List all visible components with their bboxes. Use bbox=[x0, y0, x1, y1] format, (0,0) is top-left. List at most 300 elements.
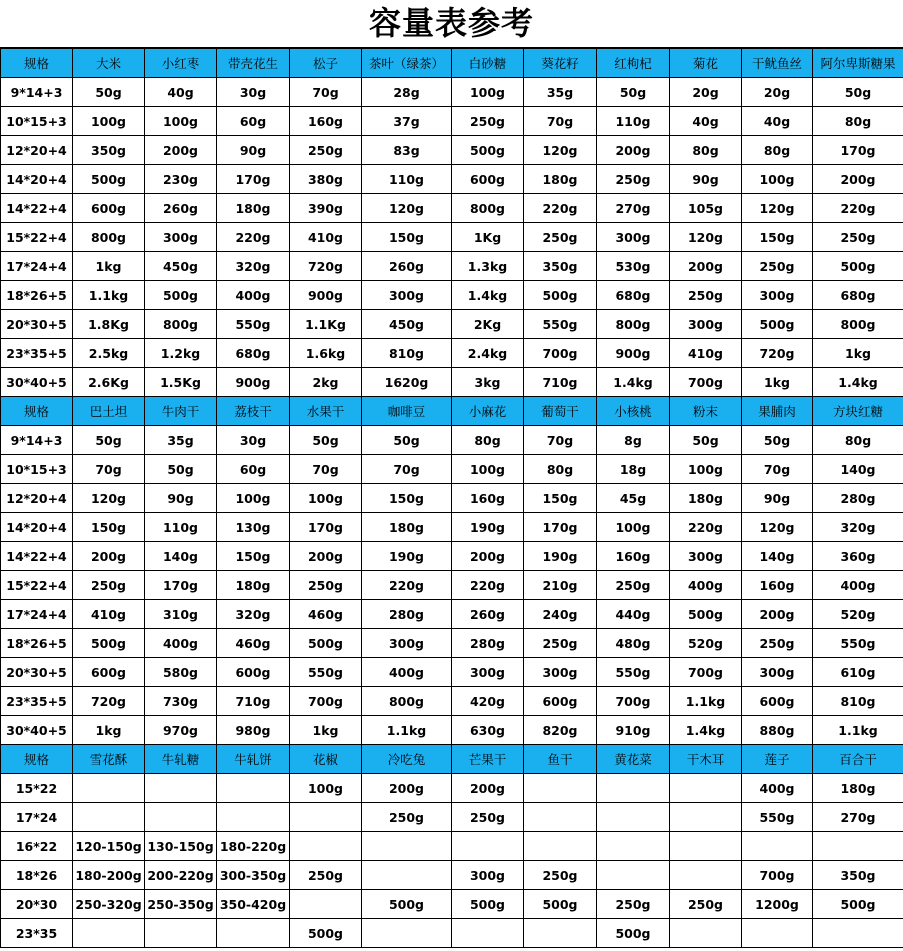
capacity-cell bbox=[597, 861, 670, 890]
table-row bbox=[1, 107, 903, 136]
capacity-cell: 210g bbox=[524, 571, 597, 600]
product-header-cell: 带壳花生 bbox=[217, 49, 290, 78]
capacity-cell bbox=[597, 803, 670, 832]
capacity-cell: 150g bbox=[73, 513, 145, 542]
capacity-cell: 910g bbox=[597, 716, 670, 745]
capacity-cell: 250g bbox=[452, 803, 524, 832]
spec-cell: 30*40+5 bbox=[1, 368, 73, 397]
spec-cell: 18*26+5 bbox=[1, 629, 73, 658]
capacity-cell: 520g bbox=[670, 629, 742, 658]
capacity-cell: 250-350g bbox=[145, 890, 217, 919]
table-row bbox=[1, 571, 903, 600]
spec-header-cell: 规格 bbox=[1, 397, 73, 426]
capacity-cell: 500g bbox=[452, 890, 524, 919]
capacity-cell bbox=[73, 919, 145, 948]
spec-cell: 20*30+5 bbox=[1, 658, 73, 687]
capacity-cell: 200g bbox=[813, 165, 903, 194]
capacity-cell: 18g bbox=[597, 455, 670, 484]
capacity-cell: 40g bbox=[145, 78, 217, 107]
capacity-cell bbox=[452, 919, 524, 948]
capacity-cell bbox=[670, 919, 742, 948]
section-header-row bbox=[1, 49, 903, 78]
capacity-cell: 200g bbox=[742, 600, 813, 629]
capacity-cell: 600g bbox=[742, 687, 813, 716]
capacity-cell: 70g bbox=[290, 78, 362, 107]
table-row bbox=[1, 629, 903, 658]
spec-cell: 20*30+5 bbox=[1, 310, 73, 339]
capacity-cell: 360g bbox=[813, 542, 903, 571]
capacity-cell: 400g bbox=[362, 658, 452, 687]
capacity-cell: 800g bbox=[597, 310, 670, 339]
capacity-cell bbox=[670, 803, 742, 832]
capacity-cell: 800g bbox=[73, 223, 145, 252]
table-row bbox=[1, 78, 903, 107]
capacity-cell: 100g bbox=[742, 165, 813, 194]
capacity-cell: 50g bbox=[73, 426, 145, 455]
product-header-cell: 雪花酥 bbox=[73, 745, 145, 774]
capacity-cell bbox=[290, 803, 362, 832]
product-header-cell: 鱼干 bbox=[524, 745, 597, 774]
capacity-cell: 630g bbox=[452, 716, 524, 745]
product-header-cell: 牛轧饼 bbox=[217, 745, 290, 774]
capacity-cell: 80g bbox=[524, 455, 597, 484]
product-header-cell: 巴土坦 bbox=[73, 397, 145, 426]
capacity-cell: 170g bbox=[524, 513, 597, 542]
spec-cell: 12*20+4 bbox=[1, 484, 73, 513]
capacity-cell bbox=[742, 919, 813, 948]
spec-cell: 16*22 bbox=[1, 832, 73, 861]
capacity-cell: 200g bbox=[670, 252, 742, 281]
capacity-cell bbox=[217, 919, 290, 948]
table-row bbox=[1, 165, 903, 194]
spec-header-cell: 规格 bbox=[1, 745, 73, 774]
capacity-cell: 710g bbox=[524, 368, 597, 397]
product-header-cell: 小红枣 bbox=[145, 49, 217, 78]
capacity-cell: 900g bbox=[597, 339, 670, 368]
capacity-cell: 20g bbox=[670, 78, 742, 107]
capacity-cell: 480g bbox=[597, 629, 670, 658]
capacity-cell: 300g bbox=[452, 861, 524, 890]
table-row bbox=[1, 919, 903, 948]
spec-header-cell: 规格 bbox=[1, 49, 73, 78]
capacity-cell: 1.1kg bbox=[670, 687, 742, 716]
capacity-cell: 580g bbox=[145, 658, 217, 687]
capacity-cell: 500g bbox=[670, 600, 742, 629]
capacity-cell: 1kg bbox=[742, 368, 813, 397]
capacity-cell: 380g bbox=[290, 165, 362, 194]
capacity-cell: 3kg bbox=[452, 368, 524, 397]
table-row bbox=[1, 310, 903, 339]
table-row bbox=[1, 368, 903, 397]
capacity-cell: 250g bbox=[524, 629, 597, 658]
capacity-cell: 280g bbox=[452, 629, 524, 658]
capacity-cell: 550g bbox=[524, 310, 597, 339]
capacity-cell: 270g bbox=[813, 803, 903, 832]
capacity-cell: 800g bbox=[452, 194, 524, 223]
product-header-cell: 咖啡豆 bbox=[362, 397, 452, 426]
capacity-cell: 450g bbox=[362, 310, 452, 339]
capacity-cell: 280g bbox=[813, 484, 903, 513]
capacity-cell: 700g bbox=[597, 687, 670, 716]
capacity-cell: 180g bbox=[524, 165, 597, 194]
capacity-cell: 500g bbox=[362, 890, 452, 919]
capacity-cell: 250g bbox=[290, 861, 362, 890]
spec-cell: 10*15+3 bbox=[1, 455, 73, 484]
capacity-cell: 500g bbox=[73, 629, 145, 658]
capacity-cell: 700g bbox=[670, 368, 742, 397]
capacity-cell: 810g bbox=[813, 687, 903, 716]
table-row bbox=[1, 426, 903, 455]
capacity-cell: 350g bbox=[813, 861, 903, 890]
capacity-cell: 140g bbox=[145, 542, 217, 571]
capacity-cell bbox=[524, 774, 597, 803]
capacity-cell: 2.5kg bbox=[73, 339, 145, 368]
capacity-cell: 90g bbox=[742, 484, 813, 513]
capacity-cell: 180g bbox=[217, 194, 290, 223]
capacity-cell: 420g bbox=[452, 687, 524, 716]
capacity-cell bbox=[670, 774, 742, 803]
capacity-cell bbox=[362, 832, 452, 861]
capacity-cell: 70g bbox=[742, 455, 813, 484]
capacity-cell: 970g bbox=[145, 716, 217, 745]
capacity-cell: 1.4kg bbox=[452, 281, 524, 310]
capacity-cell bbox=[597, 774, 670, 803]
capacity-cell: 130g bbox=[217, 513, 290, 542]
capacity-cell: 250g bbox=[597, 890, 670, 919]
capacity-cell: 250g bbox=[597, 165, 670, 194]
table-row bbox=[1, 890, 903, 919]
capacity-cell: 160g bbox=[452, 484, 524, 513]
capacity-cell: 900g bbox=[290, 281, 362, 310]
capacity-cell: 720g bbox=[742, 339, 813, 368]
capacity-cell: 150g bbox=[362, 484, 452, 513]
capacity-cell: 100g bbox=[73, 107, 145, 136]
product-header-cell: 小麻花 bbox=[452, 397, 524, 426]
capacity-cell: 460g bbox=[290, 600, 362, 629]
capacity-cell: 1kg bbox=[73, 716, 145, 745]
table-row bbox=[1, 484, 903, 513]
table-row bbox=[1, 194, 903, 223]
capacity-cell: 220g bbox=[670, 513, 742, 542]
capacity-cell: 400g bbox=[670, 571, 742, 600]
capacity-cell: 120-150g bbox=[73, 832, 145, 861]
product-header-cell: 小核桃 bbox=[597, 397, 670, 426]
capacity-cell: 400g bbox=[742, 774, 813, 803]
capacity-cell: 350g bbox=[524, 252, 597, 281]
capacity-cell: 200g bbox=[362, 774, 452, 803]
product-header-cell: 水果干 bbox=[290, 397, 362, 426]
product-header-cell: 白砂糖 bbox=[452, 49, 524, 78]
capacity-cell: 240g bbox=[524, 600, 597, 629]
capacity-cell: 800g bbox=[362, 687, 452, 716]
table-row bbox=[1, 542, 903, 571]
capacity-cell: 410g bbox=[670, 339, 742, 368]
capacity-cell: 80g bbox=[813, 426, 903, 455]
capacity-cell: 40g bbox=[670, 107, 742, 136]
capacity-cell: 500g bbox=[524, 890, 597, 919]
product-header-cell: 冷吃兔 bbox=[362, 745, 452, 774]
capacity-cell: 810g bbox=[362, 339, 452, 368]
capacity-cell: 200g bbox=[597, 136, 670, 165]
capacity-cell: 680g bbox=[597, 281, 670, 310]
capacity-cell: 440g bbox=[597, 600, 670, 629]
capacity-cell: 180-200g bbox=[73, 861, 145, 890]
capacity-cell bbox=[145, 919, 217, 948]
capacity-cell: 260g bbox=[362, 252, 452, 281]
table-row bbox=[1, 658, 903, 687]
capacity-cell: 170g bbox=[290, 513, 362, 542]
capacity-cell bbox=[362, 919, 452, 948]
product-header-cell: 粉末 bbox=[670, 397, 742, 426]
capacity-cell: 50g bbox=[813, 78, 903, 107]
product-header-cell: 葡萄干 bbox=[524, 397, 597, 426]
capacity-cell bbox=[73, 803, 145, 832]
product-header-cell: 芒果干 bbox=[452, 745, 524, 774]
capacity-cell: 350g bbox=[73, 136, 145, 165]
spec-cell: 12*20+4 bbox=[1, 136, 73, 165]
capacity-cell: 400g bbox=[217, 281, 290, 310]
capacity-cell bbox=[452, 832, 524, 861]
capacity-cell: 120g bbox=[742, 194, 813, 223]
capacity-cell: 1.6kg bbox=[290, 339, 362, 368]
spec-cell: 15*22+4 bbox=[1, 571, 73, 600]
capacity-cell: 220g bbox=[524, 194, 597, 223]
capacity-cell: 190g bbox=[362, 542, 452, 571]
spec-cell: 23*35 bbox=[1, 919, 73, 948]
capacity-cell: 90g bbox=[670, 165, 742, 194]
capacity-cell: 270g bbox=[597, 194, 670, 223]
capacity-cell: 50g bbox=[597, 78, 670, 107]
product-header-cell: 果脯肉 bbox=[742, 397, 813, 426]
capacity-cell: 100g bbox=[290, 774, 362, 803]
section-header-row bbox=[1, 397, 903, 426]
capacity-cell: 550g bbox=[742, 803, 813, 832]
spec-cell: 14*20+4 bbox=[1, 513, 73, 542]
spec-cell: 10*15+3 bbox=[1, 107, 73, 136]
capacity-cell: 80g bbox=[813, 107, 903, 136]
capacity-cell: 35g bbox=[524, 78, 597, 107]
capacity-cell: 500g bbox=[742, 310, 813, 339]
capacity-cell: 700g bbox=[290, 687, 362, 716]
capacity-cell: 1.1kg bbox=[813, 716, 903, 745]
capacity-cell: 1.4kg bbox=[813, 368, 903, 397]
spec-cell: 14*22+4 bbox=[1, 194, 73, 223]
capacity-cell: 550g bbox=[290, 658, 362, 687]
table-row bbox=[1, 716, 903, 745]
capacity-cell: 120g bbox=[742, 513, 813, 542]
product-header-cell: 百合干 bbox=[813, 745, 903, 774]
capacity-cell: 220g bbox=[813, 194, 903, 223]
capacity-cell: 70g bbox=[524, 107, 597, 136]
capacity-cell: 100g bbox=[290, 484, 362, 513]
spec-cell: 9*14+3 bbox=[1, 426, 73, 455]
capacity-cell: 70g bbox=[362, 455, 452, 484]
capacity-cell: 500g bbox=[597, 919, 670, 948]
spec-cell: 15*22 bbox=[1, 774, 73, 803]
capacity-cell: 200g bbox=[145, 136, 217, 165]
capacity-cell: 1kg bbox=[813, 339, 903, 368]
capacity-cell: 90g bbox=[145, 484, 217, 513]
capacity-cell: 300g bbox=[145, 223, 217, 252]
capacity-cell: 1.1Kg bbox=[290, 310, 362, 339]
capacity-cell: 610g bbox=[813, 658, 903, 687]
capacity-cell: 190g bbox=[452, 513, 524, 542]
spec-cell: 17*24+4 bbox=[1, 252, 73, 281]
capacity-cell: 1kg bbox=[290, 716, 362, 745]
capacity-cell: 300g bbox=[452, 658, 524, 687]
capacity-cell: 280g bbox=[362, 600, 452, 629]
capacity-cell: 140g bbox=[813, 455, 903, 484]
capacity-cell: 50g bbox=[362, 426, 452, 455]
capacity-cell: 60g bbox=[217, 455, 290, 484]
capacity-cell: 220g bbox=[362, 571, 452, 600]
capacity-cell bbox=[670, 861, 742, 890]
product-header-cell: 牛轧糖 bbox=[145, 745, 217, 774]
capacity-cell: 250g bbox=[524, 861, 597, 890]
capacity-cell: 100g bbox=[217, 484, 290, 513]
capacity-cell: 50g bbox=[290, 426, 362, 455]
capacity-cell bbox=[524, 832, 597, 861]
capacity-cell: 680g bbox=[813, 281, 903, 310]
capacity-cell: 260g bbox=[452, 600, 524, 629]
capacity-cell: 410g bbox=[73, 600, 145, 629]
capacity-cell: 250g bbox=[290, 571, 362, 600]
product-header-cell: 阿尔卑斯糖果 bbox=[813, 49, 903, 78]
capacity-cell: 100g bbox=[452, 455, 524, 484]
capacity-cell: 820g bbox=[524, 716, 597, 745]
capacity-cell: 1.4kg bbox=[597, 368, 670, 397]
spec-cell: 23*35+5 bbox=[1, 687, 73, 716]
capacity-cell: 1620g bbox=[362, 368, 452, 397]
capacity-cell: 190g bbox=[524, 542, 597, 571]
capacity-cell: 160g bbox=[742, 571, 813, 600]
capacity-cell: 900g bbox=[217, 368, 290, 397]
capacity-cell: 300g bbox=[362, 629, 452, 658]
capacity-cell: 100g bbox=[670, 455, 742, 484]
table-row bbox=[1, 513, 903, 542]
capacity-cell: 2.4kg bbox=[452, 339, 524, 368]
product-header-cell: 菊花 bbox=[670, 49, 742, 78]
capacity-cell: 500g bbox=[73, 165, 145, 194]
capacity-cell: 160g bbox=[597, 542, 670, 571]
capacity-cell: 30g bbox=[217, 78, 290, 107]
capacity-cell: 50g bbox=[742, 426, 813, 455]
capacity-cell: 1.1kg bbox=[362, 716, 452, 745]
capacity-cell: 2.6Kg bbox=[73, 368, 145, 397]
capacity-cell: 320g bbox=[813, 513, 903, 542]
capacity-cell: 130-150g bbox=[145, 832, 217, 861]
capacity-cell: 170g bbox=[217, 165, 290, 194]
capacity-cell: 100g bbox=[145, 107, 217, 136]
spec-cell: 20*30 bbox=[1, 890, 73, 919]
capacity-cell: 8g bbox=[597, 426, 670, 455]
capacity-cell: 600g bbox=[524, 687, 597, 716]
product-header-cell: 茶叶（绿茶） bbox=[362, 49, 452, 78]
capacity-cell: 320g bbox=[217, 600, 290, 629]
page-title: 容量表参考 bbox=[0, 0, 903, 48]
capacity-cell: 180g bbox=[362, 513, 452, 542]
capacity-cell: 200g bbox=[452, 542, 524, 571]
capacity-cell: 80g bbox=[742, 136, 813, 165]
capacity-cell: 410g bbox=[290, 223, 362, 252]
capacity-cell: 680g bbox=[217, 339, 290, 368]
capacity-cell: 83g bbox=[362, 136, 452, 165]
capacity-cell: 250g bbox=[813, 223, 903, 252]
section-header-row bbox=[1, 745, 903, 774]
capacity-cell: 730g bbox=[145, 687, 217, 716]
table-row bbox=[1, 861, 903, 890]
capacity-cell: 110g bbox=[145, 513, 217, 542]
product-header-cell: 松子 bbox=[290, 49, 362, 78]
capacity-cell: 90g bbox=[217, 136, 290, 165]
capacity-cell: 250-320g bbox=[73, 890, 145, 919]
capacity-table bbox=[0, 48, 903, 948]
table-row bbox=[1, 455, 903, 484]
capacity-cell: 230g bbox=[145, 165, 217, 194]
capacity-cell: 250g bbox=[362, 803, 452, 832]
capacity-cell: 220g bbox=[452, 571, 524, 600]
capacity-cell: 20g bbox=[742, 78, 813, 107]
capacity-cell bbox=[670, 832, 742, 861]
capacity-cell: 250g bbox=[742, 252, 813, 281]
capacity-cell: 70g bbox=[73, 455, 145, 484]
product-header-cell: 方块红糖 bbox=[813, 397, 903, 426]
product-header-cell: 大米 bbox=[73, 49, 145, 78]
capacity-cell: 1.5Kg bbox=[145, 368, 217, 397]
capacity-cell: 600g bbox=[73, 194, 145, 223]
capacity-cell: 500g bbox=[524, 281, 597, 310]
capacity-cell: 1.2kg bbox=[145, 339, 217, 368]
capacity-cell: 220g bbox=[217, 223, 290, 252]
table-row bbox=[1, 774, 903, 803]
capacity-cell: 400g bbox=[813, 571, 903, 600]
capacity-cell: 100g bbox=[597, 513, 670, 542]
capacity-cell: 160g bbox=[290, 107, 362, 136]
capacity-cell: 37g bbox=[362, 107, 452, 136]
spec-cell: 18*26 bbox=[1, 861, 73, 890]
capacity-cell: 460g bbox=[217, 629, 290, 658]
capacity-cell: 80g bbox=[670, 136, 742, 165]
capacity-cell: 120g bbox=[362, 194, 452, 223]
capacity-cell: 70g bbox=[524, 426, 597, 455]
capacity-cell bbox=[217, 774, 290, 803]
capacity-cell: 110g bbox=[362, 165, 452, 194]
capacity-cell: 310g bbox=[145, 600, 217, 629]
capacity-cell: 500g bbox=[290, 919, 362, 948]
capacity-cell: 40g bbox=[742, 107, 813, 136]
capacity-cell: 1.1kg bbox=[73, 281, 145, 310]
capacity-cell: 300g bbox=[597, 223, 670, 252]
capacity-cell: 300g bbox=[670, 542, 742, 571]
spec-cell: 15*22+4 bbox=[1, 223, 73, 252]
capacity-cell: 500g bbox=[452, 136, 524, 165]
capacity-cell: 250g bbox=[452, 107, 524, 136]
capacity-cell: 70g bbox=[290, 455, 362, 484]
capacity-cell: 520g bbox=[813, 600, 903, 629]
capacity-cell: 45g bbox=[597, 484, 670, 513]
capacity-cell: 35g bbox=[145, 426, 217, 455]
capacity-cell: 600g bbox=[452, 165, 524, 194]
capacity-cell: 250g bbox=[524, 223, 597, 252]
capacity-cell: 550g bbox=[813, 629, 903, 658]
capacity-cell: 170g bbox=[813, 136, 903, 165]
capacity-cell: 250g bbox=[670, 890, 742, 919]
spec-cell: 9*14+3 bbox=[1, 78, 73, 107]
capacity-cell: 150g bbox=[742, 223, 813, 252]
capacity-cell: 980g bbox=[217, 716, 290, 745]
capacity-cell: 180-220g bbox=[217, 832, 290, 861]
capacity-cell: 200g bbox=[290, 542, 362, 571]
